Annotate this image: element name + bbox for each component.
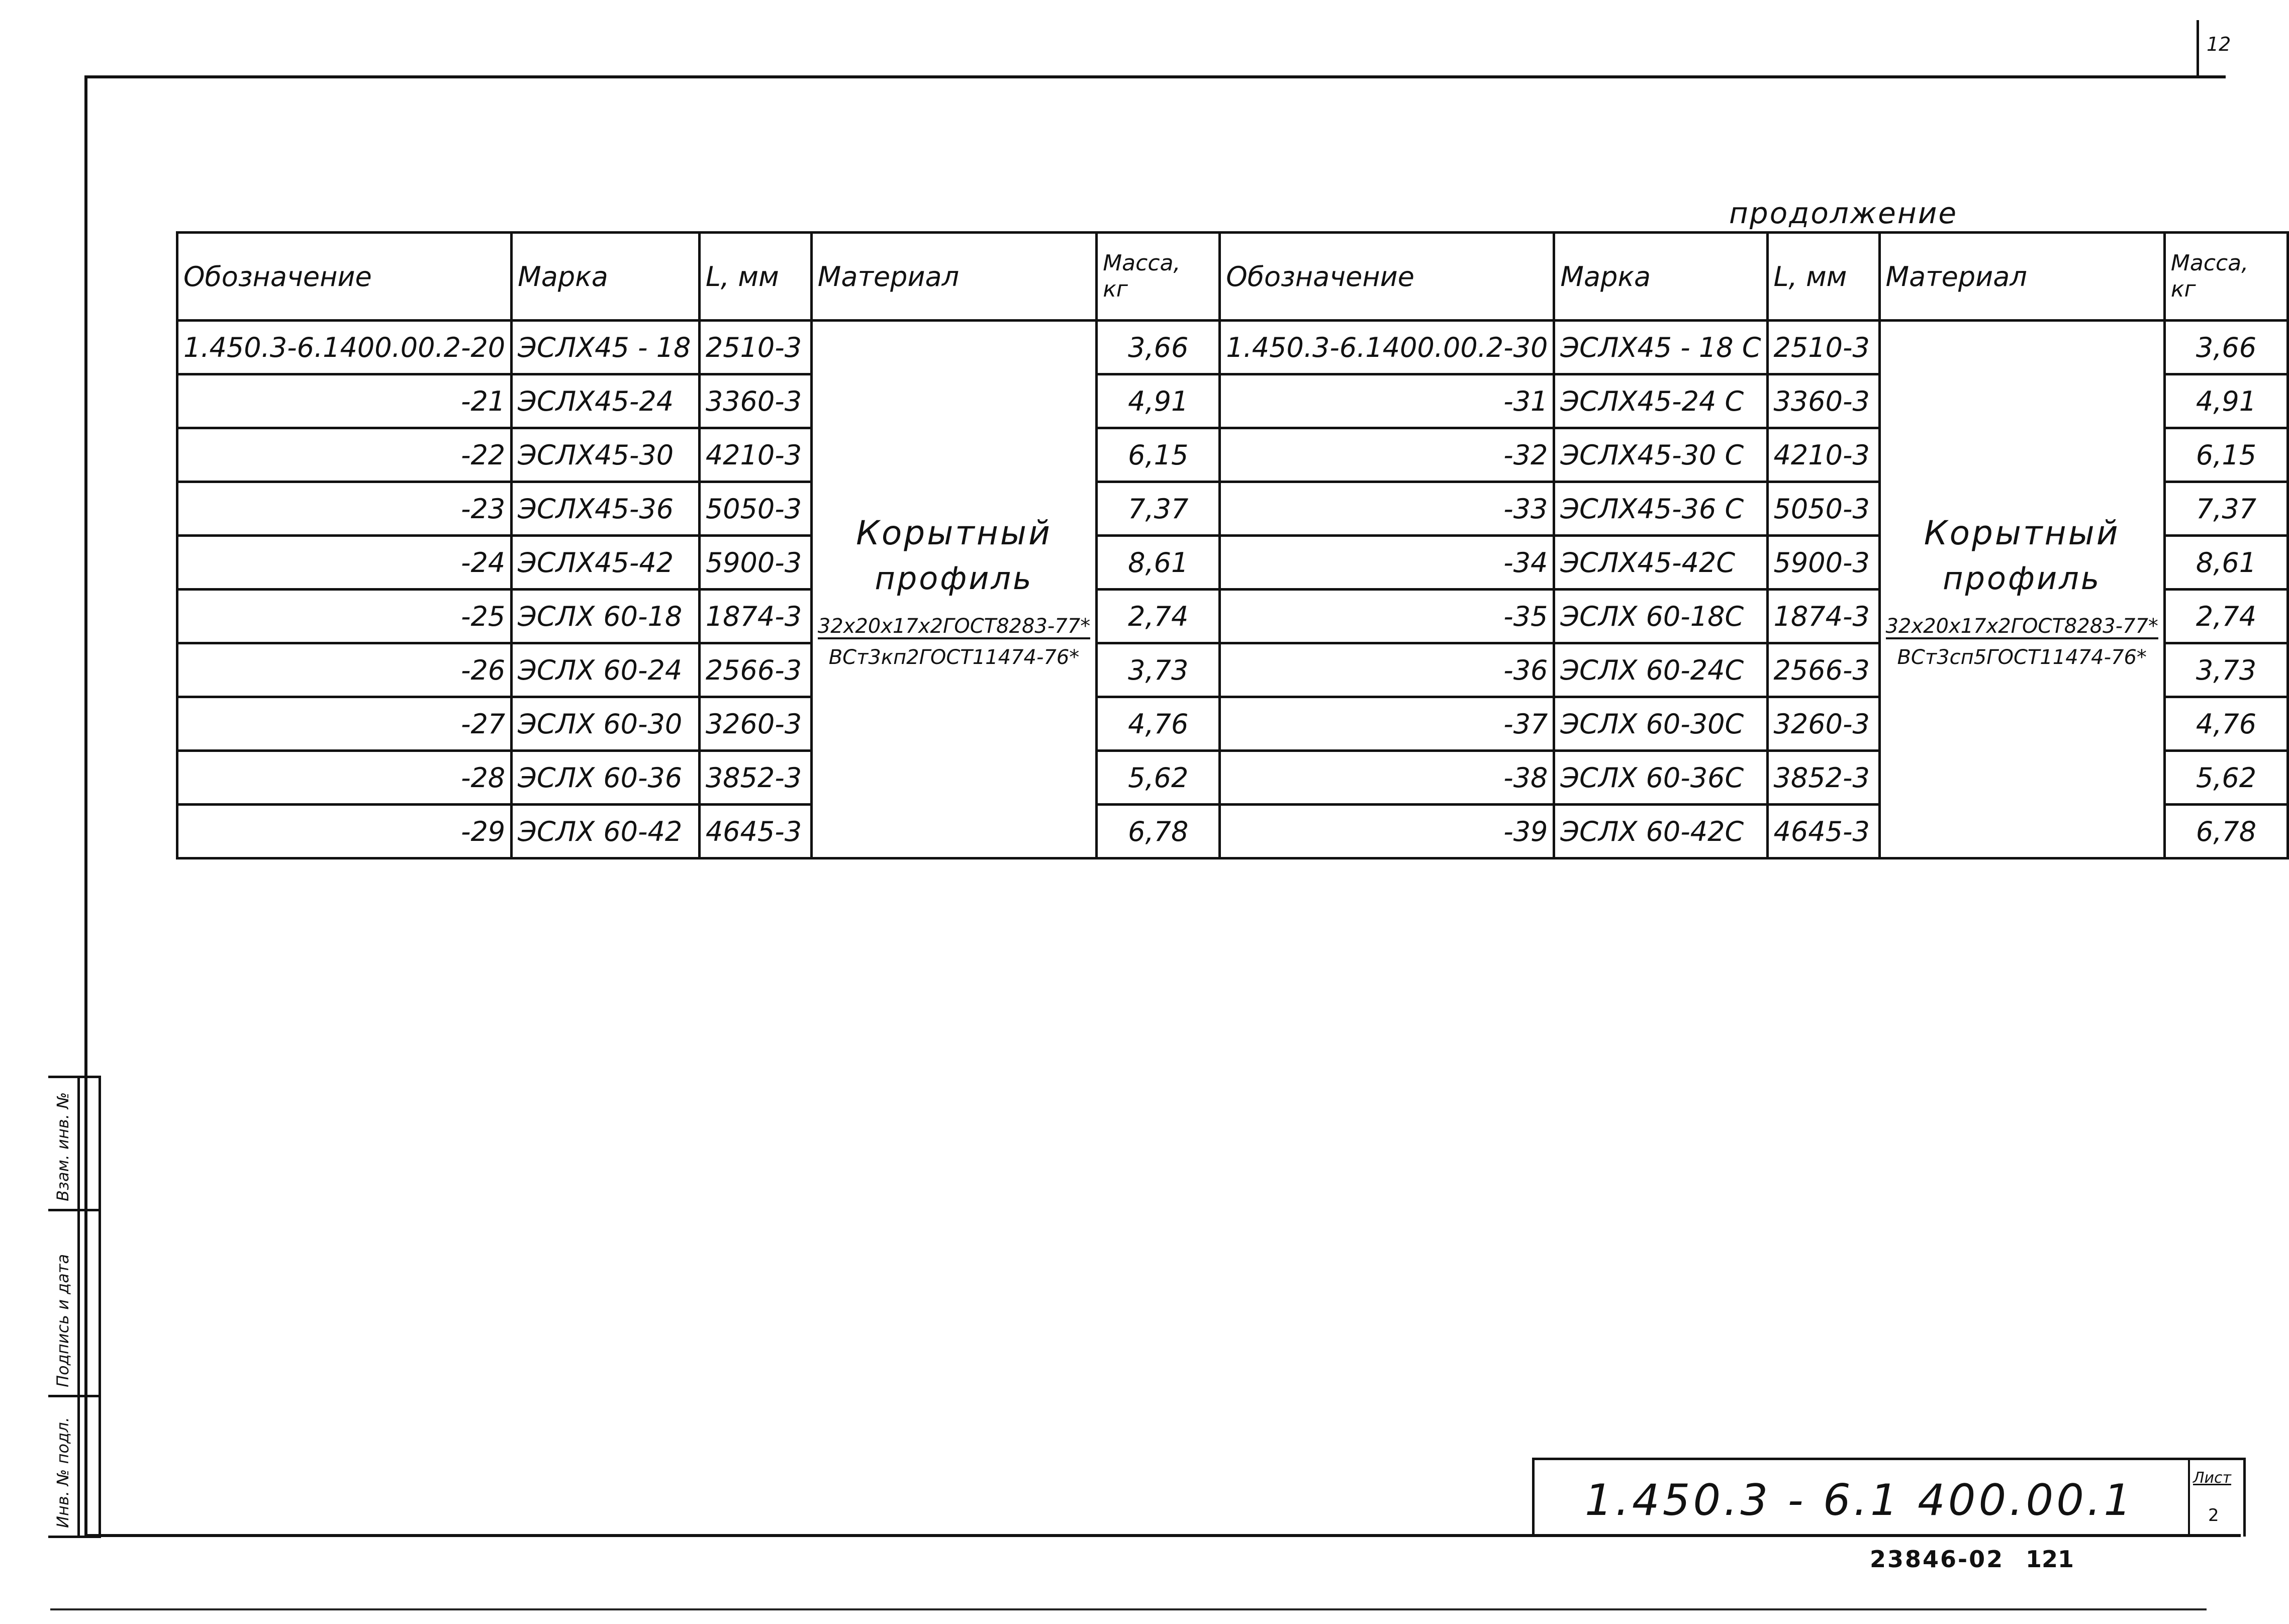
corner-tick bbox=[2197, 20, 2199, 75]
cell-designation: -26 bbox=[177, 643, 512, 697]
cell-mark: ЭСЛХ 60-18 bbox=[512, 590, 700, 643]
cell-mark: ЭСЛХ 60-42 bbox=[512, 805, 700, 858]
cell-mark-right: ЭСЛХ45-36 С bbox=[1554, 482, 1767, 536]
cell-designation-right: -33 bbox=[1220, 482, 1554, 536]
cell-length: 1874-3 bbox=[699, 590, 811, 643]
cell-designation: -29 bbox=[177, 805, 512, 858]
cell-mark-right: ЭСЛХ 60-42С bbox=[1554, 805, 1767, 858]
cell-designation: 1.450.3-6.1400.00.2-20 bbox=[177, 321, 512, 374]
cell-mass-right: 3,66 bbox=[2164, 321, 2287, 374]
cell-length-right: 2510-3 bbox=[1767, 321, 1879, 374]
cell-mass: 6,15 bbox=[1097, 428, 1220, 482]
cell-mass: 2,74 bbox=[1097, 590, 1220, 643]
cell-material-left bbox=[811, 321, 1096, 858]
cell-length: 5900-3 bbox=[699, 536, 811, 590]
cell-designation: -24 bbox=[177, 536, 512, 590]
side-label-sign-date: Подпись и дата bbox=[53, 1254, 72, 1387]
cell-length: 4210-3 bbox=[699, 428, 811, 482]
cell-designation-right: -35 bbox=[1220, 590, 1554, 643]
cell-mass-right: 4,91 bbox=[2164, 374, 2287, 428]
cell-mass-right: 6,15 bbox=[2164, 428, 2287, 482]
cell-length-right: 4645-3 bbox=[1767, 805, 1879, 858]
cell-length: 3260-3 bbox=[699, 697, 811, 751]
cell-length: 2566-3 bbox=[699, 643, 811, 697]
sheet-label: Лист bbox=[2193, 1469, 2232, 1487]
cell-designation: -21 bbox=[177, 374, 512, 428]
header-mass-right-line1: Масса, bbox=[2170, 250, 2249, 276]
cell-designation: -27 bbox=[177, 697, 512, 751]
cell-mark: ЭСЛХ45-42 bbox=[512, 536, 700, 590]
cell-mark-right: ЭСЛХ 60-24С bbox=[1554, 643, 1767, 697]
cell-mark: ЭСЛХ45 - 18 bbox=[512, 321, 700, 374]
cell-designation: -25 bbox=[177, 590, 512, 643]
cell-mark-right: ЭСЛХ 60-30С bbox=[1554, 697, 1767, 751]
cell-designation-right: -37 bbox=[1220, 697, 1554, 751]
cell-designation-right: -38 bbox=[1220, 751, 1554, 805]
material-name-right: Корытный bbox=[1924, 513, 2120, 552]
cell-mass-right: 4,76 bbox=[2164, 697, 2287, 751]
specification-table bbox=[176, 231, 2289, 859]
cell-mark-right: ЭСЛХ45-42С bbox=[1554, 536, 1767, 590]
cell-mark-right: ЭСЛХ45-30 С bbox=[1554, 428, 1767, 482]
side-label-inv-orig: Инв. № подл. bbox=[53, 1417, 72, 1528]
cell-mass: 5,62 bbox=[1097, 751, 1220, 805]
cell-mark: ЭСЛХ 60-24 bbox=[512, 643, 700, 697]
archive-page: 121 bbox=[2026, 1546, 2074, 1573]
cell-mark-right: ЭСЛХ45-24 С bbox=[1554, 374, 1767, 428]
cell-designation: -23 bbox=[177, 482, 512, 536]
header-mark: Марка bbox=[512, 233, 700, 321]
header-mark-right: Марка bbox=[1554, 233, 1767, 321]
table-row bbox=[177, 321, 2288, 374]
cell-designation-right: 1.450.3-6.1400.00.2-30 bbox=[1220, 321, 1554, 374]
material-spec1-left: 32x20x17x2ГОСТ8283-77* bbox=[818, 615, 1090, 639]
material-profile-right: профиль bbox=[1943, 559, 2102, 597]
frame-top-border bbox=[84, 75, 2226, 78]
cell-mass-right: 8,61 bbox=[2164, 536, 2287, 590]
cell-designation-right: -32 bbox=[1220, 428, 1554, 482]
cell-mark-right: ЭСЛХ 60-18С bbox=[1554, 590, 1767, 643]
cell-mass: 6,78 bbox=[1097, 805, 1220, 858]
document-code: 1.450.3 - 6.1 400.00.1 bbox=[1585, 1475, 2135, 1525]
cell-designation: -28 bbox=[177, 751, 512, 805]
archive-code: 23846-02 bbox=[1870, 1546, 2005, 1573]
continuation-label: продолжение bbox=[1729, 196, 1958, 230]
cell-length-right: 4210-3 bbox=[1767, 428, 1879, 482]
title-block-divider bbox=[2188, 1460, 2190, 1537]
material-spec2-left: ВСт3кп2ГОСТ11474-76* bbox=[828, 645, 1080, 669]
material-spec1-right: 32x20x17x2ГОСТ8283-77* bbox=[1886, 615, 2158, 639]
header-length: L, мм bbox=[699, 233, 811, 321]
cell-length: 3852-3 bbox=[699, 751, 811, 805]
cell-length-right: 5050-3 bbox=[1767, 482, 1879, 536]
material-name-left: Корытный bbox=[856, 513, 1052, 552]
cell-mark: ЭСЛХ45-36 bbox=[512, 482, 700, 536]
sheet-number: 2 bbox=[2208, 1505, 2219, 1525]
cell-mass: 8,61 bbox=[1097, 536, 1220, 590]
cell-material-right bbox=[1879, 321, 2164, 858]
cell-mass-right: 5,62 bbox=[2164, 751, 2287, 805]
cell-mass: 3,66 bbox=[1097, 321, 1220, 374]
header-mass-right-line2: кг bbox=[2170, 276, 2196, 302]
corner-number: 12 bbox=[2207, 33, 2231, 55]
header-length-right: L, мм bbox=[1767, 233, 1879, 321]
bottom-rule bbox=[50, 1608, 2207, 1610]
cell-mass-right: 3,73 bbox=[2164, 643, 2287, 697]
cell-mark: ЭСЛХ 60-30 bbox=[512, 697, 700, 751]
cell-mark-right: ЭСЛХ 60-36С bbox=[1554, 751, 1767, 805]
side-stamp-divider bbox=[77, 1078, 80, 1536]
side-stamp-line bbox=[48, 1209, 99, 1211]
cell-length-right: 2566-3 bbox=[1767, 643, 1879, 697]
table-header-row bbox=[177, 233, 2288, 321]
cell-designation-right: -39 bbox=[1220, 805, 1554, 858]
cell-mass: 4,91 bbox=[1097, 374, 1220, 428]
cell-designation-right: -31 bbox=[1220, 374, 1554, 428]
cell-designation: -22 bbox=[177, 428, 512, 482]
title-block bbox=[1532, 1458, 2246, 1537]
side-label-repl-inv: Взам. инв. № bbox=[53, 1092, 72, 1201]
cell-length: 4645-3 bbox=[699, 805, 811, 858]
side-stamp-line bbox=[48, 1395, 99, 1397]
cell-mass-right: 2,74 bbox=[2164, 590, 2287, 643]
cell-length-right: 5900-3 bbox=[1767, 536, 1879, 590]
cell-mark-right: ЭСЛХ45 - 18 С bbox=[1554, 321, 1767, 374]
material-profile-left: профиль bbox=[875, 559, 1033, 597]
header-mass-line2: кг bbox=[1103, 276, 1128, 302]
cell-mark: ЭСЛХ 60-36 bbox=[512, 751, 700, 805]
header-material: Материал bbox=[811, 233, 1096, 321]
material-spec2-right: ВСт3сп5ГОСТ11474-76* bbox=[1897, 645, 2147, 669]
header-mass-right bbox=[2164, 233, 2287, 321]
header-designation-right: Обозначение bbox=[1220, 233, 1554, 321]
cell-length: 3360-3 bbox=[699, 374, 811, 428]
cell-length: 5050-3 bbox=[699, 482, 811, 536]
cell-length: 2510-3 bbox=[699, 321, 811, 374]
cell-mark: ЭСЛХ45-30 bbox=[512, 428, 700, 482]
cell-length-right: 1874-3 bbox=[1767, 590, 1879, 643]
cell-designation-right: -36 bbox=[1220, 643, 1554, 697]
header-designation: Обозначение bbox=[177, 233, 512, 321]
header-mass bbox=[1097, 233, 1220, 321]
header-material-right: Материал bbox=[1879, 233, 2164, 321]
cell-mass: 7,37 bbox=[1097, 482, 1220, 536]
cell-mass-right: 7,37 bbox=[2164, 482, 2287, 536]
cell-mark: ЭСЛХ45-24 bbox=[512, 374, 700, 428]
cell-mass: 3,73 bbox=[1097, 643, 1220, 697]
cell-length-right: 3852-3 bbox=[1767, 751, 1879, 805]
cell-length-right: 3260-3 bbox=[1767, 697, 1879, 751]
cell-mass-right: 6,78 bbox=[2164, 805, 2287, 858]
cell-mass: 4,76 bbox=[1097, 697, 1220, 751]
cell-length-right: 3360-3 bbox=[1767, 374, 1879, 428]
cell-designation-right: -34 bbox=[1220, 536, 1554, 590]
header-mass-line1: Масса, bbox=[1103, 250, 1181, 276]
